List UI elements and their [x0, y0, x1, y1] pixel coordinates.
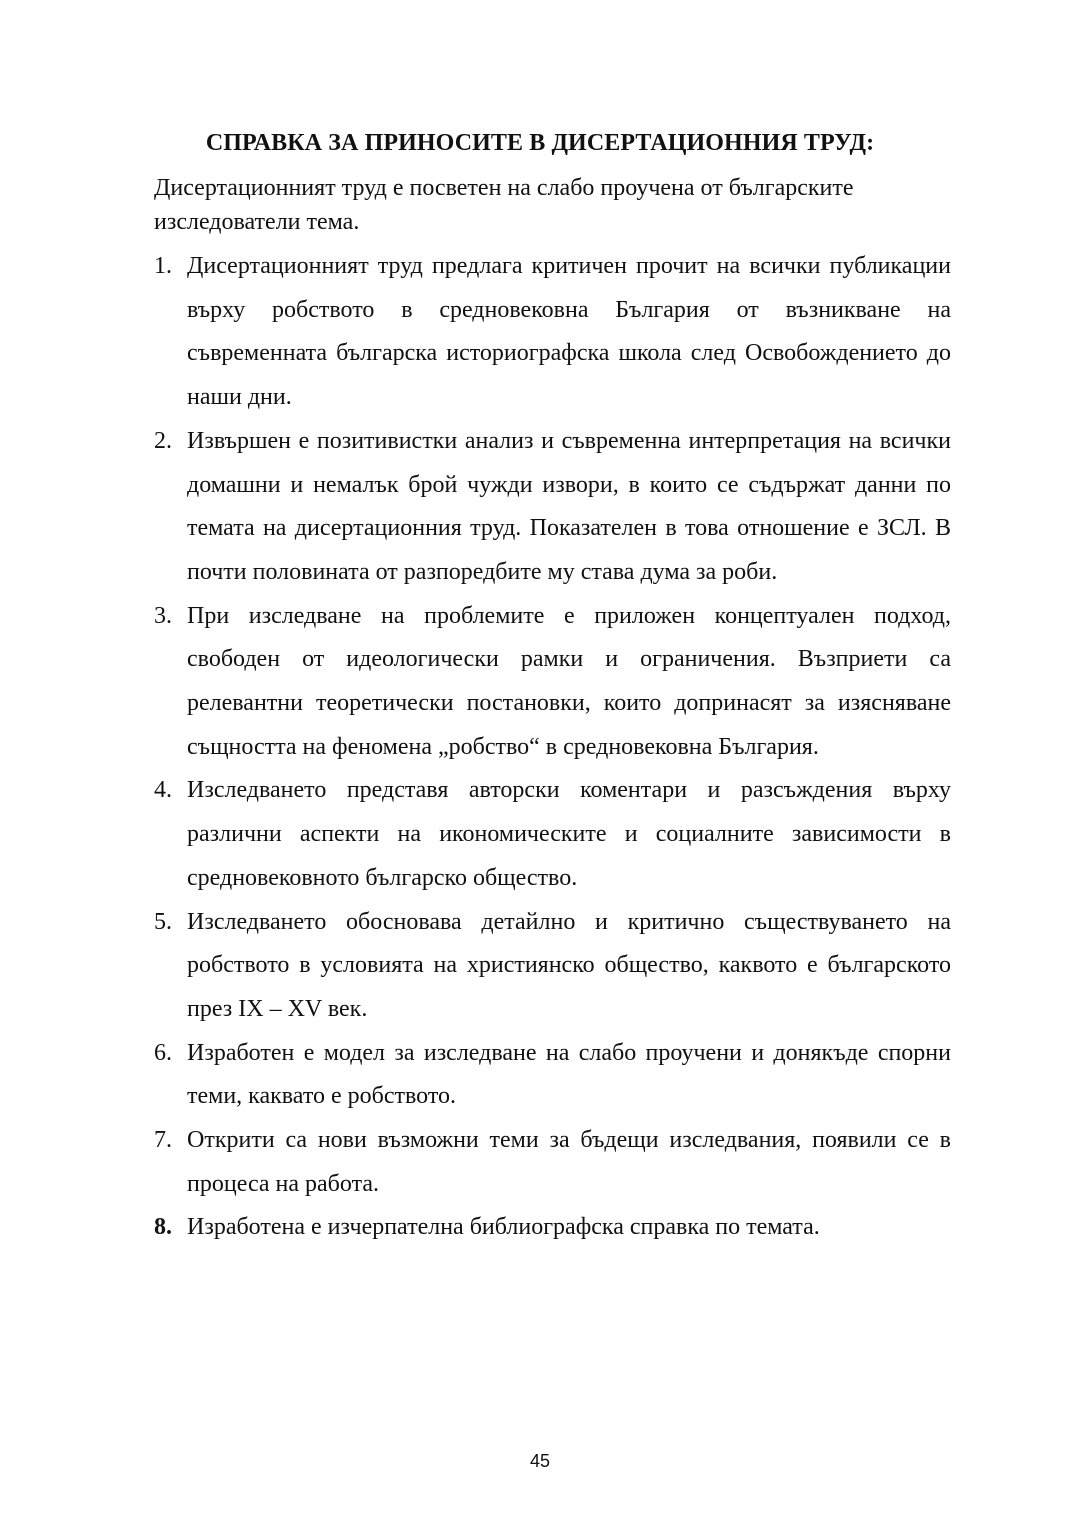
list-item-number: 7.	[154, 1127, 172, 1154]
list-item-number: 2.	[154, 427, 172, 454]
list-item	[154, 901, 951, 1032]
list-item	[154, 1032, 951, 1119]
page-number: 45	[529, 1451, 551, 1471]
list-item-number: 6.	[154, 1039, 172, 1066]
list-item-text: При изследване на проблемите е приложен концептуален подход, свободен от идеологически рамки и ограничения. Възприети са релевантни теоретически постановки, които допринасят за изясняване същността на феномена „робство“ в средновековна България.	[187, 602, 951, 760]
list-item-text: Изследването обосновава детайлно и критично съществуването на робството в условията на християнско общество, каквото е българското през IX – XV век.	[187, 908, 951, 1022]
contributions-list	[154, 245, 951, 1250]
list-item-text: Открити са нови възможни теми за бъдещи изследвания, появили се в процеса на работа.	[187, 1127, 951, 1197]
list-item-number: 1.	[154, 253, 172, 279]
list-item	[154, 1206, 951, 1250]
list-item	[154, 420, 951, 595]
list-item-text: Изследването представя авторски коментари и разсъждения върху различни аспекти на икономическите и социалните зависимости в средновековното българско общество.	[187, 777, 951, 891]
list-item-number: 8.	[154, 1214, 172, 1241]
list-item-number: 4.	[154, 777, 172, 804]
list-item-text: Изработена е изчерпателна библиографска справка по темата.	[187, 1214, 820, 1241]
list-item-text: Изработен е модел за изследване на слабо проучени и донякъде спорни теми, каквато е робството.	[187, 1039, 951, 1110]
list-item-text: Дисертационният труд предлага критичен прочит на всички публикации върху робството в средновековна България от възникване на съвременната българска историографска школа след Освобождението до наши дни.	[187, 253, 951, 411]
list-item	[154, 245, 951, 420]
list-item	[154, 769, 951, 900]
list-item-number: 3.	[154, 602, 172, 629]
list-item-text: Извършен е позитивистки анализ и съвременна интерпретация на всички домашни и немалък брой чужди извори, в които се съдържат данни по темата на дисертационния труд. Показателен в това отношение е ЗСЛ. В почти половината от разпоредбите му става дума за роби.	[187, 427, 951, 585]
document-title: СПРАВКА ЗА ПРИНОСИТЕ В ДИСЕРТАЦИОННИЯ ТРУД:	[205, 130, 875, 156]
list-item-number: 5.	[154, 908, 172, 935]
list-item	[154, 595, 951, 770]
list-item	[154, 1119, 951, 1206]
intro-paragraph: Дисертационният труд е посветен на слабо проучена от българските изследователи тема.	[154, 175, 854, 235]
